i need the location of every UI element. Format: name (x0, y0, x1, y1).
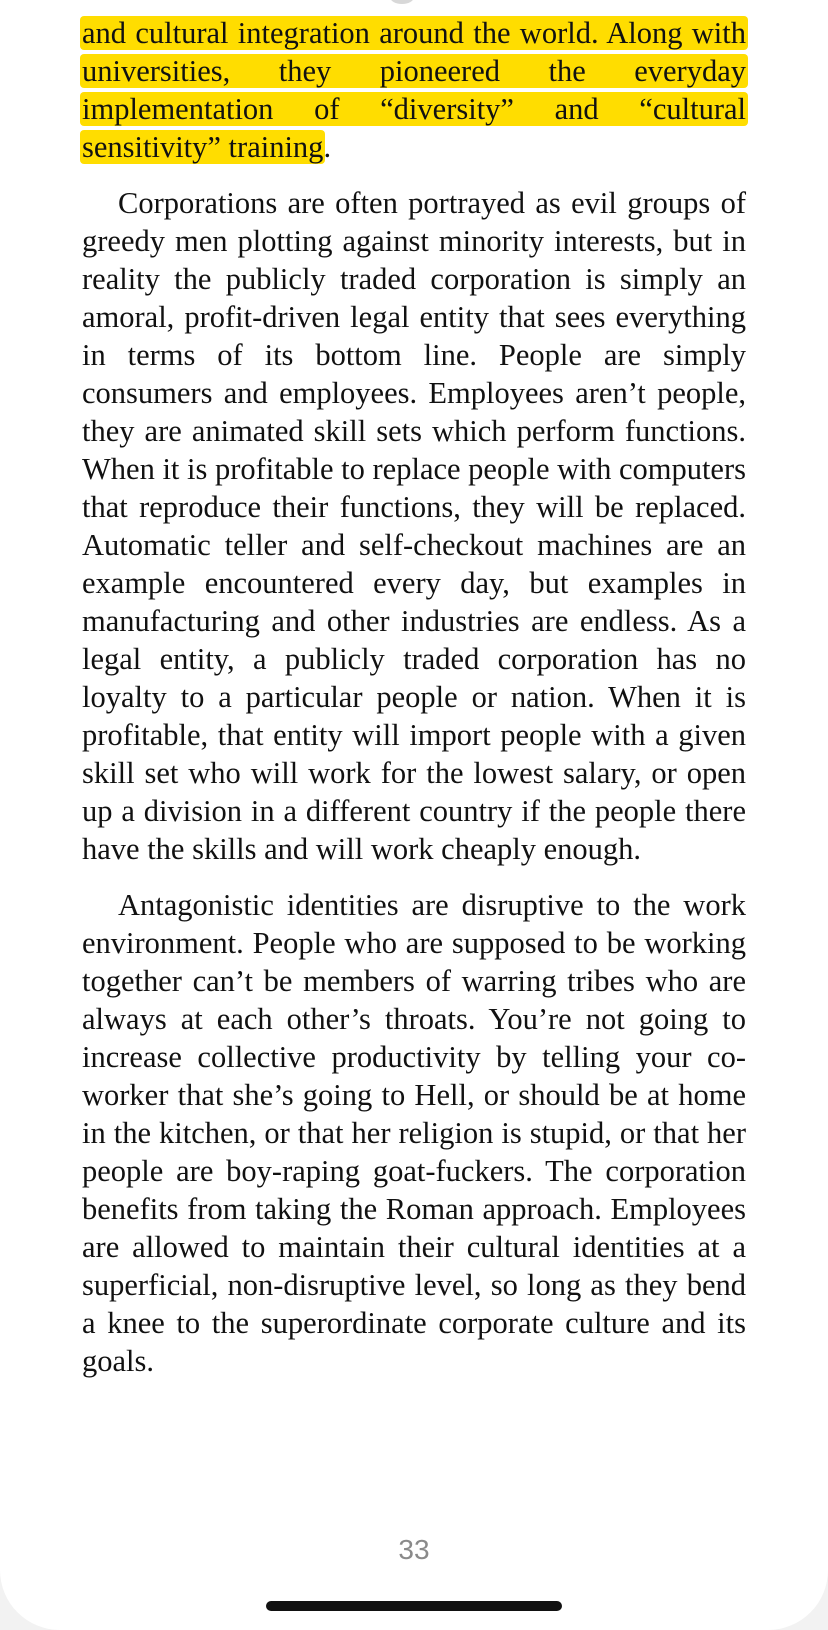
clipped-text-fragment (390, 0, 414, 4)
paragraph-trailing-punctuation: . (323, 130, 332, 164)
home-indicator[interactable] (266, 1601, 562, 1611)
paragraph-corporations[interactable]: Corporations are often portrayed as evil groups of greedy men plotting against minority interests, but in reality the publicly traded corporation is simply an amoral, profit-driven legal entity that sees everything in terms of its bottom line. People are simply consumers and employees. Employees aren’t people, they are animated skill sets which perform functions. When it is profitable to replace people with computers that reproduce their functions, they will be replaced. Automatic teller and self-checkout machines are an example encountered every day, but examples in manufacturing and other industries are endless. As a legal entity, a publicly traded corporation has no loyalty to a particular people or nation. When it is profitable, that entity will import people with a given skill set who will work for the lowest salary, or open up a division in a different country if the people there have the skills and will work cheaply enough. (82, 186, 747, 866)
highlighted-passage[interactable]: and cultural integration around the world. Along with universities, they pioneered the everyday implementation of “diversity” and “cultural sensitivity” training (82, 16, 746, 164)
book-text[interactable] (82, 14, 746, 1398)
paragraph-continuation[interactable] (82, 14, 746, 166)
paragraph-antagonistic-identities[interactable]: Antagonistic identities are disruptive to the work environment. People who are supposed to be working together can’t be members of warring tribes who are always at each other’s throats. You’re not going to increase collective productivity by telling your co-worker that she’s going to Hell, or should be at home in the kitchen, or that her religion is stupid, or that her people are boy-raping goat-fuckers. The corporation benefits from taking the Roman approach. Employees are allowed to maintain their cultural identities at a superficial, non-disruptive level, so long as they bend a knee to the superordinate corporate culture and its goals. (82, 888, 746, 1378)
page-number: 33 (398, 1534, 430, 1565)
